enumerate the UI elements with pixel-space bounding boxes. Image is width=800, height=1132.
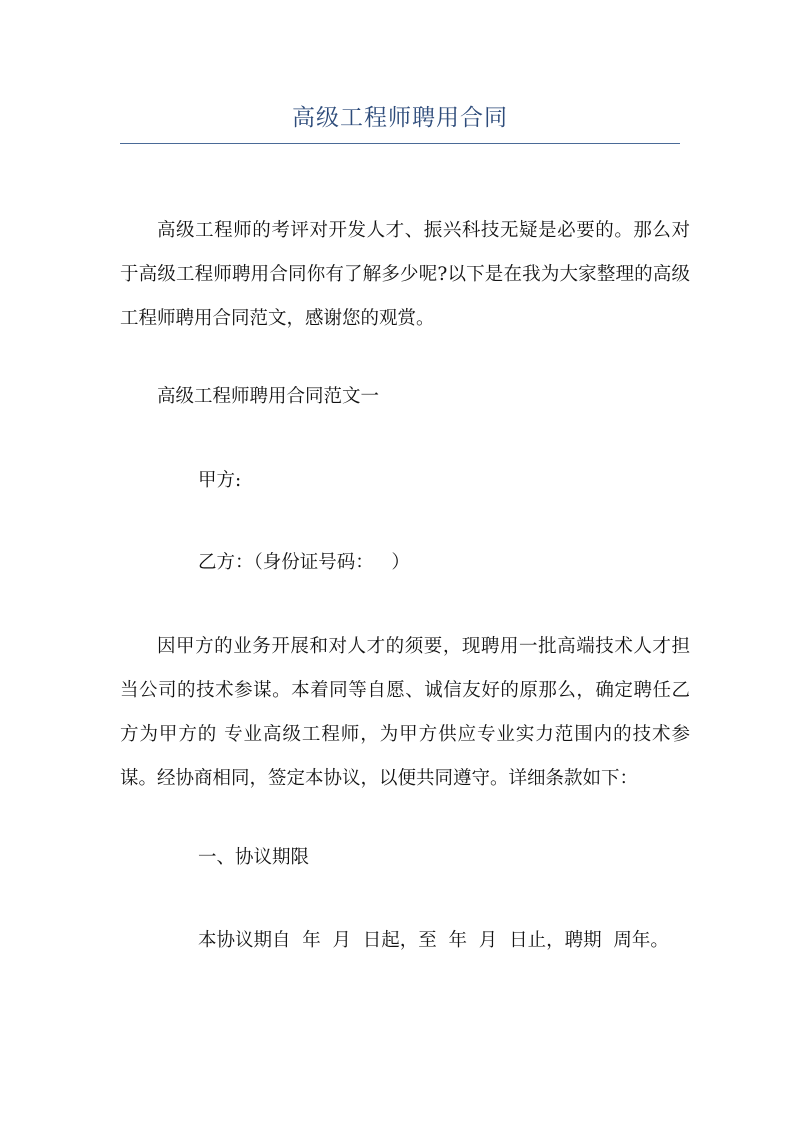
intro-paragraph: 高级工程师的考评对开发人才、振兴科技无疑是必要的。那么对于高级工程师聘用合同你有了解多少呢?以下是在我为大家整理的高级工程师聘用合同范文，感谢您的观赏。 (120, 220, 690, 329)
document-title: 高级工程师聘用合同 (292, 105, 508, 131)
clause-one-heading: 一、协议期限 (198, 847, 310, 868)
purpose-paragraph-block (120, 625, 690, 801)
section-heading: 高级工程师聘用合同范文一 (157, 386, 380, 407)
intro-paragraph-block (120, 209, 690, 341)
party-a-label: 甲方: (198, 470, 242, 491)
clause-one-text: 本协议期自 年 月 日起，至 年 月 日止，聘期 周年。 (198, 930, 669, 951)
party-b-label: 乙方：（身份证号码： ） (198, 552, 410, 573)
title-underline (120, 143, 680, 144)
purpose-paragraph: 因甲方的业务开展和对人才的须要，现聘用一批高端技术人才担当公司的技术参谋。本着同等自愿、诚信友好的原那么，确定聘任乙方为甲方的 专业高级工程师，为甲方供应专业实力范围内的技术参谋。经协商相同，签定本协议，以便共同遵守。详细条款如下： (120, 636, 690, 789)
